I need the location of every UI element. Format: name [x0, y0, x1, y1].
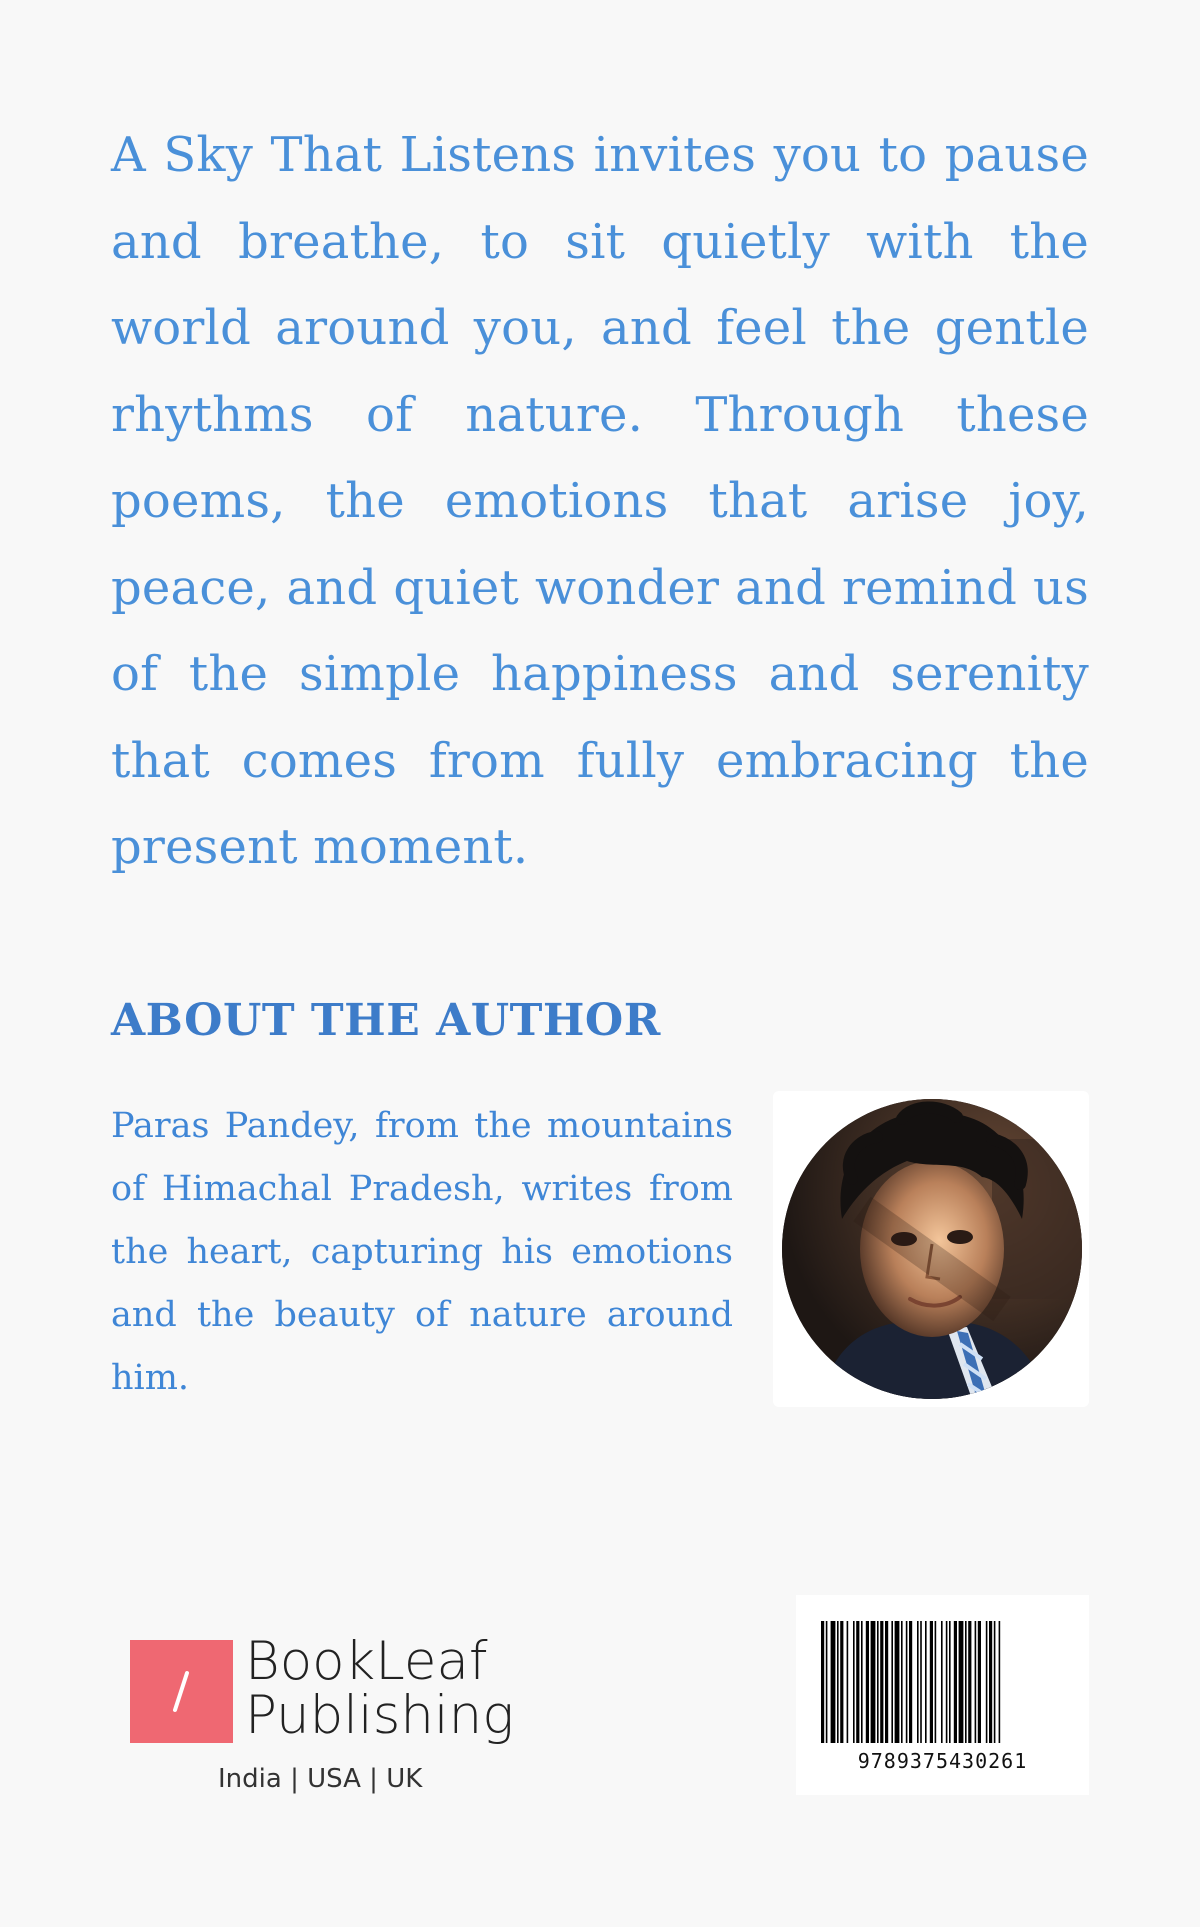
author-bio: Paras Pandey, from the mountains of Himachal Pradesh, writes from the heart, capturing his emotions and the beauty of nature around him. [111, 1106, 733, 1398]
isbn-barcode [796, 1595, 1089, 1795]
about-author-heading: ABOUT THE AUTHOR [111, 995, 661, 1046]
back-cover-blurb: A Sky That Listens invites you to pause and breathe, to sit quietly with the world around you, and feel the gentle rhythms of nature. Through these poems, the emotions that arise joy, peace, and quiet wonder and remind us of the simple happiness and serenity that comes from fully embracing the present moment. [111, 127, 1089, 875]
publisher-name-line1: BookLeaf [245, 1631, 488, 1692]
publisher-logo [130, 1631, 515, 1800]
barcode-icon [821, 1621, 1064, 1743]
publisher-regions: India | USA | UK [218, 1764, 423, 1794]
slash-icon [130, 1640, 233, 1743]
isbn-number: 9789375430261 [857, 1749, 1028, 1773]
author-photo-card [773, 1091, 1089, 1407]
author-photo [782, 1099, 1082, 1399]
publisher-name-line2: Publishing [245, 1685, 515, 1746]
